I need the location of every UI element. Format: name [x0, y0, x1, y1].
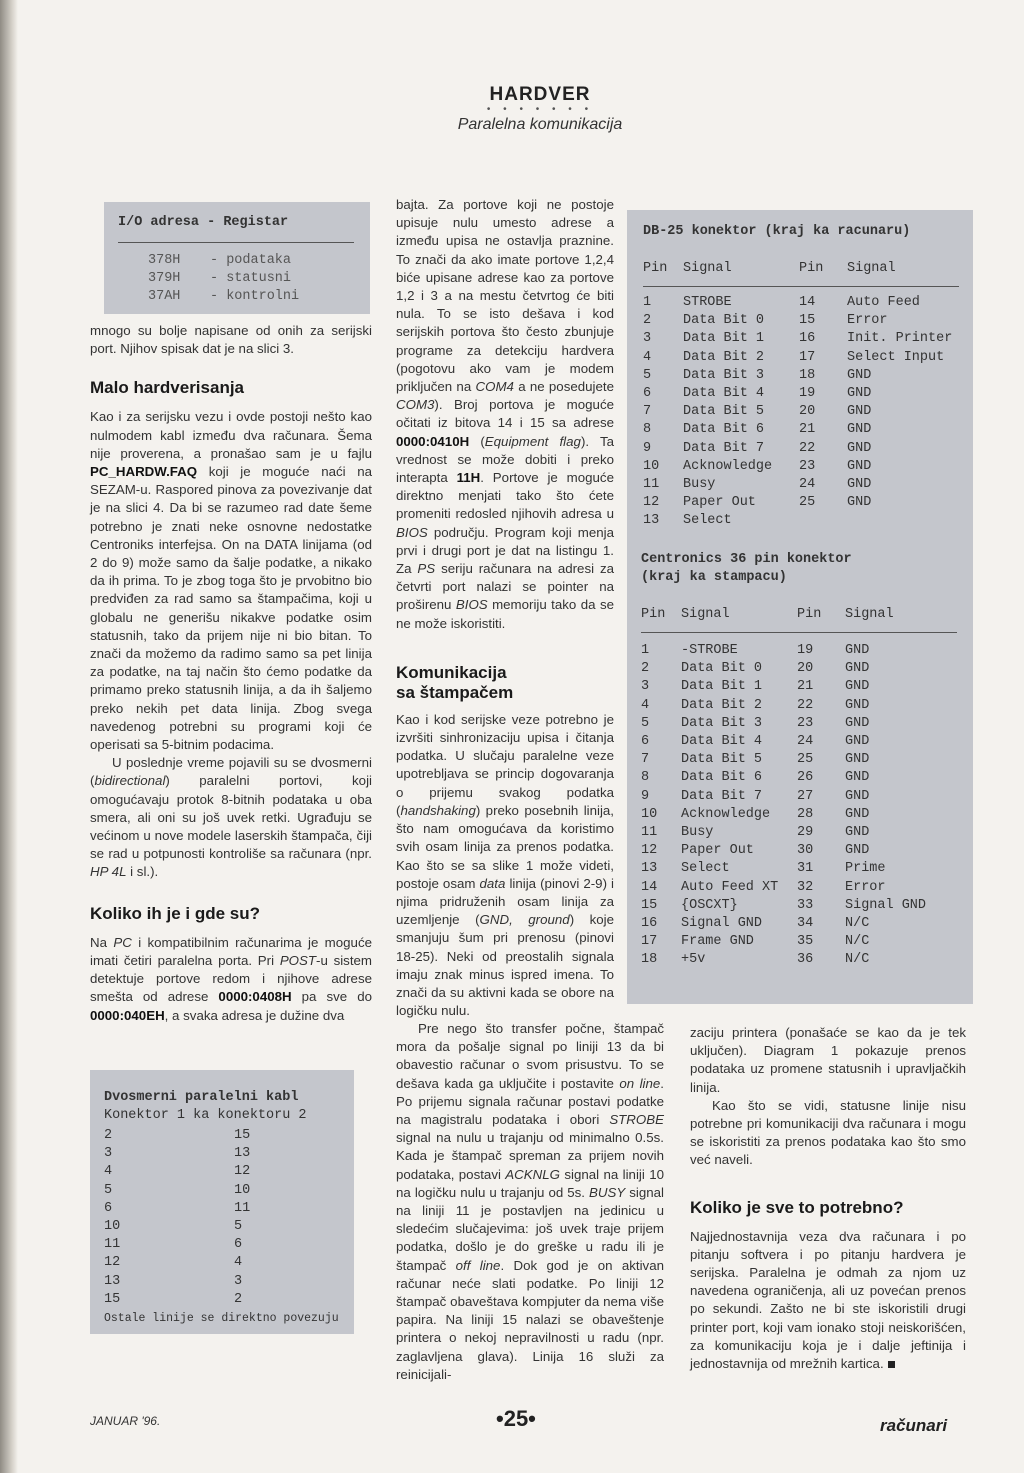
table-cell: 378H — [148, 253, 181, 268]
table-cell: 11 — [104, 1237, 121, 1253]
table-cell: 11 — [234, 1200, 251, 1216]
table-row — [104, 1254, 294, 1272]
col1-intro: mnogo su bolje napisane od onih za serijski port. Njihov spisak dat je na slici 3. — [90, 323, 372, 357]
table-cell: 3 — [104, 1146, 113, 1162]
table-cell: 31 — [797, 861, 814, 877]
table-cell: 12 — [104, 1255, 121, 1271]
table-cell: 12 — [643, 495, 660, 511]
table-cell: 10 — [234, 1182, 251, 1198]
table-row — [148, 270, 320, 288]
table-cell: 23 — [797, 715, 814, 731]
table-cell: 15 — [104, 1291, 121, 1307]
table-cell: GND — [845, 734, 870, 750]
table-cell: 10 — [643, 458, 660, 474]
col1-paragraph-2: U poslednje vreme pojavili su se dvosmerni (bidirectional) paralelni portovi, koji omogućavaju protok 8-bitnih podataka u oba smera, ali oni su još uvek retki. Ugrađuju se većinom u nove modele laserskih štampača, čiji se rad u potpunosti kontroliše sa računara (npr. HP 4L i sl.). — [90, 755, 372, 880]
table-row — [641, 733, 965, 751]
table-cell: Error — [845, 879, 886, 895]
table-cell: 29 — [797, 825, 814, 841]
table-cell: Signal — [847, 261, 896, 276]
table-cell: 21 — [799, 422, 816, 438]
table-row — [643, 385, 967, 403]
table-cell: STROBE — [683, 295, 732, 310]
table-row — [641, 842, 965, 860]
col1-paragraph-3: Na PC i kompatibilnim računarima je moguće imati četiri paralelna porta. Pri POST-u sistem detektuje portove redom i njihove adrese smešta od adrese 0000:0408H pa sve do 0000:040EH, a svaka adresa je dužine dva — [90, 934, 373, 1023]
table-cell: Data Bit 2 — [681, 697, 763, 713]
table-cell: 9 — [643, 440, 652, 456]
table-cell: GND — [845, 788, 870, 804]
table-cell: 19 — [799, 386, 816, 402]
heading-malo-hardverisanja: Malo hardverisanja — [90, 378, 245, 398]
table-cell: GND — [847, 440, 872, 456]
table-cell: Busy — [683, 477, 716, 493]
table-cell: 22 — [799, 440, 816, 456]
table-cell: GND — [845, 679, 870, 695]
table-cell: {OSCXT} — [681, 897, 738, 913]
section-subtitle: Paralelna komunikacija — [457, 116, 623, 133]
table-row — [643, 294, 967, 312]
table-cell: 14 — [799, 295, 816, 310]
section-header — [380, 84, 700, 134]
table-cell: GND — [847, 367, 872, 383]
cable-table-rows — [104, 1127, 294, 1309]
table-cell: 20 — [797, 661, 814, 677]
table-cell: 7 — [643, 404, 652, 420]
table-row — [643, 512, 967, 530]
table-row — [641, 660, 965, 678]
table-cell: Acknowledge — [683, 458, 773, 474]
io-address-table — [104, 202, 370, 314]
table-cell: 4 — [234, 1255, 243, 1271]
table-cell: 24 — [799, 477, 816, 493]
table-cell: GND — [845, 643, 870, 658]
table-cell: Data Bit 1 — [681, 679, 763, 695]
centronics-subtitle: (kraj ka stampacu) — [641, 570, 787, 585]
table-cell: 1 — [643, 295, 652, 310]
col2-paragraph-2: Kao i kod serijske veze potrebno je izvršiti sinhronizaciju upisa i čitanja podatka. U slučaju paralelne veze upotrebljava se princip dogovaranja o prijemu svakog podatka (handshaking) preko posebnih linija, što nam omogućava da koristimo svih osam linija za prenos podatka. Kao što se sa slike 1 može videti, postoje osam data linija (pinovi 2-9) i njima pridruženih osam linija za uzemljenje (GND, ground) koje smanjuju šum pri prenosu (pinovi 18-25). Neki od preostalih signala imaju znak minus ispred imena. To znači da su aktivni kada se obore na logičku nulu. — [396, 711, 615, 1019]
table-cell: 11 — [641, 825, 658, 841]
table-row — [643, 440, 967, 458]
section-title: HARDVER — [489, 84, 591, 105]
table-cell: 18 — [799, 367, 816, 383]
table-cell: 4 — [641, 697, 650, 713]
table-cell: GND — [845, 825, 870, 841]
table-cell: Prime — [845, 861, 886, 877]
table-row — [641, 897, 965, 915]
table-row — [148, 252, 320, 270]
cable-table-note: Ostale linije se direktno povezuju — [104, 1312, 339, 1325]
table-cell: 37AH — [148, 289, 181, 305]
table-cell: GND — [845, 770, 870, 786]
table-cell: 30 — [797, 843, 814, 859]
table-cell: - statusni — [210, 271, 292, 287]
table-cell: 6 — [641, 734, 650, 750]
table-row — [104, 1182, 294, 1200]
table-cell: Signal — [845, 607, 894, 622]
table-cell: 6 — [234, 1237, 243, 1253]
table-cell: Auto Feed — [847, 295, 920, 310]
table-cell: GND — [845, 697, 870, 713]
page-spine-shadow — [0, 0, 18, 1473]
table-cell: 3 — [234, 1273, 243, 1289]
table-cell: 9 — [641, 788, 650, 804]
table-cell: -STROBE — [681, 643, 738, 658]
table-row — [643, 367, 967, 385]
table-cell: 2 — [104, 1128, 113, 1143]
table-cell: 15 — [641, 897, 658, 913]
table-cell: Paper Out — [681, 843, 754, 859]
table-cell: 3 — [643, 331, 652, 347]
table-cell: Pin — [799, 261, 824, 276]
table-cell: Signal GND — [845, 897, 927, 913]
table-cell: 1 — [641, 643, 650, 658]
table-cell: 5 — [104, 1182, 113, 1198]
table-row — [641, 933, 965, 951]
magazine-name: računari — [880, 1416, 948, 1435]
table-cell: 2 — [641, 661, 650, 677]
io-table-header: I/O adresa - Registar — [118, 215, 289, 230]
table-cell: Error — [847, 313, 888, 329]
table-row — [643, 312, 967, 330]
table-cell: GND — [845, 752, 870, 768]
table-row — [641, 606, 965, 624]
table-cell: 6 — [643, 386, 652, 402]
column-3 — [690, 1024, 966, 1373]
table-cell: Data Bit 1 — [683, 331, 765, 347]
table-cell: 5 — [643, 367, 652, 383]
centronics-rows — [641, 642, 965, 970]
table-cell: Data Bit 4 — [681, 734, 763, 750]
table-cell: 6 — [104, 1200, 113, 1216]
table-cell: Acknowledge — [681, 806, 771, 822]
table-cell: Data Bit 0 — [681, 661, 763, 677]
table-cell: 25 — [797, 752, 814, 768]
table-cell: 32 — [797, 879, 814, 895]
table-cell: Auto Feed XT — [681, 879, 779, 895]
table-row — [641, 824, 965, 842]
heading-komunikacija-sa-stampacem: Komunikacija sa štampačem — [396, 662, 514, 702]
table-row — [641, 697, 965, 715]
centronics-divider — [641, 632, 957, 633]
table-cell: 26 — [797, 770, 814, 786]
col2-paragraph-1: bajta. Za portove koji ne postoje upisuje nulu umesto adrese a između upisa ne ostavlja praznine. To znači da ako imate portove 1,2,4 biće upisane adrese kao za portove 1,2 i 3 a na mestu četvrtog će biti nula. To se isto dešava i kod serijskih portova što često zbunjuje programe za detekciju hardvera (pogotovu ako vam je modem priključen na COM4 a ne posedujete COM3). Broj portova je moguće očitati iz bitova 14 i 15 sa adrese 0000:0410H (Equipment flag). Ta vrednost se može dobiti i preko interapta 11H. Portove je moguće direktno menjati tako što ćete promeniti redosled njihovih adresa u BIOS području. Program koji menja prvi i drugi port je dat na listingu 1. Za PS seriju računara na adresi za četvrti port nalazi se pointer na proširenu BIOS memoriju tako da se ne može iskoristiti. — [396, 197, 615, 631]
table-cell: 24 — [797, 734, 814, 750]
table-cell: 5 — [641, 715, 650, 731]
column-2-continued — [396, 1020, 664, 1384]
table-cell: 33 — [797, 897, 814, 913]
table-row — [104, 1273, 294, 1291]
table-cell: 10 — [104, 1219, 121, 1235]
table-cell: 13 — [234, 1146, 251, 1162]
db25-header-row — [643, 260, 967, 278]
table-cell: N/C — [845, 916, 870, 932]
table-cell: 14 — [641, 879, 658, 895]
table-cell: 12 — [234, 1164, 251, 1180]
col2-paragraph-3: Pre nego što transfer počne, štampač mora da pošalje signal po liniji 13 da bi obavestio računar o svom prisustvu. To se dešava kada ga uključite i postavite on line. Po prijemu signala računar postavi podatke na magistralu podataka i obori STROBE signal na nulu u trajanju od minimalno 0.5s. Kada je štampač spreman za prijem novih podataka, postavi ACKNLG signal na liniji 10 na logičku nulu u trajanju od 5s. BUSY signal na liniji 11 je postavljen na jedinicu u sledećim slučajevima: još uvek traje prijem podatka, došlo je do greške u radu ili je štampač off line. Dok god je on aktivan računar neće slati podatke. Po liniji 12 štampač obaveštava kompjuter da nema više papira. Na liniji 15 nalazi se obaveštenje printera o nekoj nepravilnosti u radu (npr. zaglavljena glava). Linija 16 služi za reinicijali- — [396, 1021, 664, 1382]
table-cell: Busy — [681, 825, 714, 841]
table-cell: Data Bit 7 — [683, 440, 765, 456]
table-row — [104, 1163, 294, 1181]
table-cell: Select — [683, 513, 732, 529]
table-row — [643, 476, 967, 494]
centronics-title: Centronics 36 pin konektor — [641, 552, 852, 567]
centronics-header-row — [641, 606, 965, 624]
table-cell: 2 — [234, 1291, 243, 1307]
table-cell: 5 — [234, 1219, 243, 1235]
heading-koliko-je-sve-to-potrebno: Koliko je sve to potrebno? — [690, 1197, 904, 1217]
table-cell — [799, 512, 847, 530]
io-table-divider — [118, 242, 354, 243]
table-cell: GND — [847, 404, 872, 420]
col3-paragraph-2: Kao što se vidi, statusne linije nisu potrebne pri komunikaciji dva računara i mogu se iskoristiti za prenos podataka kao što smo već naveli. — [690, 1097, 966, 1168]
table-cell: GND — [845, 843, 870, 859]
table-cell — [847, 512, 967, 530]
cable-table-title: Dvosmerni paralelni kabl — [104, 1090, 299, 1105]
table-cell: Pin — [643, 261, 668, 276]
table-row — [104, 1127, 294, 1145]
table-cell: 7 — [641, 752, 650, 768]
table-row — [641, 879, 965, 897]
table-cell: 3 — [641, 679, 650, 695]
bidirectional-cable-table — [90, 1070, 354, 1334]
table-cell: 17 — [799, 349, 816, 365]
table-cell: 18 — [641, 952, 658, 968]
cable-table-subtitle: Konektor 1 ka konektoru 2 — [104, 1108, 307, 1123]
table-cell: Data Bit 0 — [683, 313, 765, 329]
column-2 — [396, 196, 614, 1020]
table-cell: 20 — [799, 404, 816, 420]
table-cell: GND — [845, 661, 870, 677]
table-cell: 11 — [643, 477, 660, 493]
table-cell: 22 — [797, 697, 814, 713]
page-number: •25• — [496, 1406, 536, 1431]
table-cell: 8 — [641, 770, 650, 786]
col1-paragraph-1: Kao i za serijsku vezu i ovde postoji nešto kao nulmodem kabl između dva računara. Šema nije proverena, a pronašao sam je u fajlu PC_HARDW.FAQ koji je moguće naći na SEZAM-u. Raspored pinova za povezivanje dat je na slici 4. Da bi se razumeo rad date šeme potrebno je znati neke osnovne nedostatke Centroniks interfejsa. On na DATA linijama (od 2 do 9) može samo da šalje podatke, a nikako da ih prima. To je zbog toga što je prvobitno bio predviđen za rad samo sa štampačima, koji u globalu ne generišu nikakve podatke osim statusnih, tako da prijem nije ni bio bitan. To znači da možemo da radimo samo sa pet linija za podatke, na taj način što ćemo podatke da primamo preko statusnih linija, a da ih šaljemo preko nekih pet data linija. Zbog svega navedenog potrebni su programi koji će operisati sa 5-bitnim podacima. — [90, 409, 372, 753]
table-cell: 21 — [797, 679, 814, 695]
table-cell: Signal GND — [681, 916, 763, 932]
table-cell: GND — [845, 806, 870, 822]
end-mark-icon — [888, 1361, 895, 1368]
col3-paragraph-1: zaciju printera (ponašaće se kao da je tek uključen). Diagram 1 pokazuje prenos podataka uz promene statusnih i upravljačkih linija. — [690, 1025, 966, 1095]
table-cell: Signal — [681, 607, 730, 622]
table-cell: 4 — [104, 1164, 113, 1180]
table-row — [641, 642, 965, 660]
table-row — [641, 769, 965, 787]
table-cell: +5v — [681, 952, 706, 968]
table-cell: 25 — [799, 495, 816, 511]
table-row — [641, 678, 965, 696]
table-cell: Data Bit 2 — [683, 349, 765, 365]
table-row — [148, 288, 320, 306]
table-cell: - podataka — [210, 253, 292, 268]
table-cell: 16 — [641, 916, 658, 932]
table-cell: GND — [847, 386, 872, 402]
table-cell: 379H — [148, 271, 181, 287]
table-row — [643, 349, 967, 367]
table-cell: 19 — [797, 643, 814, 658]
table-cell: 13 — [104, 1273, 121, 1289]
db25-divider — [643, 286, 959, 287]
table-cell: Frame GND — [681, 934, 754, 950]
table-cell: 16 — [799, 331, 816, 347]
table-cell: Pin — [641, 607, 666, 622]
table-cell: Data Bit 7 — [681, 788, 763, 804]
db25-rows — [643, 294, 967, 531]
table-cell: Data Bit 6 — [683, 422, 765, 438]
table-cell: Pin — [797, 607, 822, 622]
table-cell: 15 — [799, 313, 816, 329]
footer-date: JANUAR '96. — [90, 1414, 161, 1428]
table-cell: 15 — [234, 1128, 251, 1143]
table-cell: GND — [847, 458, 872, 474]
table-cell: 34 — [797, 916, 814, 932]
table-cell: Paper Out — [683, 495, 756, 511]
table-cell: 2 — [643, 313, 652, 329]
table-cell: Data Bit 3 — [681, 715, 763, 731]
table-row — [104, 1236, 294, 1254]
header-dots: • • • • • • • — [486, 104, 594, 115]
table-row — [104, 1145, 294, 1163]
table-row — [643, 421, 967, 439]
table-cell: Signal — [683, 261, 732, 276]
table-row — [641, 788, 965, 806]
table-cell: GND — [847, 422, 872, 438]
table-cell: 8 — [643, 422, 652, 438]
table-row — [643, 403, 967, 421]
table-cell: 27 — [797, 788, 814, 804]
table-cell: GND — [847, 477, 872, 493]
table-row — [641, 915, 965, 933]
table-row — [641, 860, 965, 878]
table-cell: 35 — [797, 934, 814, 950]
table-cell: N/C — [845, 952, 870, 968]
table-cell: Data Bit 5 — [683, 404, 765, 420]
table-cell: 12 — [641, 843, 658, 859]
table-cell: Init. Printer — [847, 331, 953, 347]
table-row — [104, 1218, 294, 1236]
table-row — [643, 260, 967, 278]
table-cell: 36 — [797, 952, 814, 968]
table-cell: Data Bit 5 — [681, 752, 763, 768]
table-row — [641, 715, 965, 733]
table-row — [643, 458, 967, 476]
table-cell: Data Bit 4 — [683, 386, 765, 402]
table-cell: 13 — [641, 861, 658, 877]
table-cell: Select — [681, 861, 730, 877]
table-row — [643, 330, 967, 348]
table-cell: Data Bit 3 — [683, 367, 765, 383]
table-cell: N/C — [845, 934, 870, 950]
table-cell: Select Input — [847, 349, 945, 365]
table-row — [641, 751, 965, 769]
io-table-rows — [148, 252, 320, 307]
table-cell: GND — [847, 495, 872, 511]
table-row — [104, 1200, 294, 1218]
table-cell: 10 — [641, 806, 658, 822]
heading-koliko-ih-je: Koliko ih je i gde su? — [90, 903, 261, 923]
table-row — [641, 951, 965, 969]
table-cell: 23 — [799, 458, 816, 474]
table-cell: Data Bit 6 — [681, 770, 763, 786]
table-row — [104, 1291, 294, 1309]
db25-title: DB-25 konektor (kraj ka racunaru) — [643, 224, 911, 239]
col3-paragraph-3: Najjednostavnija veza dva računara i po pitanju softvera i po pitanju hardvera je serijska. Paralelna je odmah za njom uz navedena ograničenja, ali uz povećan prenos po sekundi. Zašto ne bi ste iskoristili drugi printer port, koji vam ionako stoji neiskorišćen, za komunikaciju koja je i dalje jeftinija i jednostavnija od mrežnih kartica. — [690, 1228, 966, 1372]
table-row — [643, 494, 967, 512]
table-cell: GND — [845, 715, 870, 731]
table-cell: - kontrolni — [210, 289, 300, 305]
connector-tables-panel — [627, 210, 973, 1004]
table-cell: 13 — [643, 513, 660, 529]
table-cell: 17 — [641, 934, 658, 950]
table-row — [641, 806, 965, 824]
table-cell: 28 — [797, 806, 814, 822]
table-cell: 4 — [643, 349, 652, 365]
column-1 — [90, 322, 372, 1025]
